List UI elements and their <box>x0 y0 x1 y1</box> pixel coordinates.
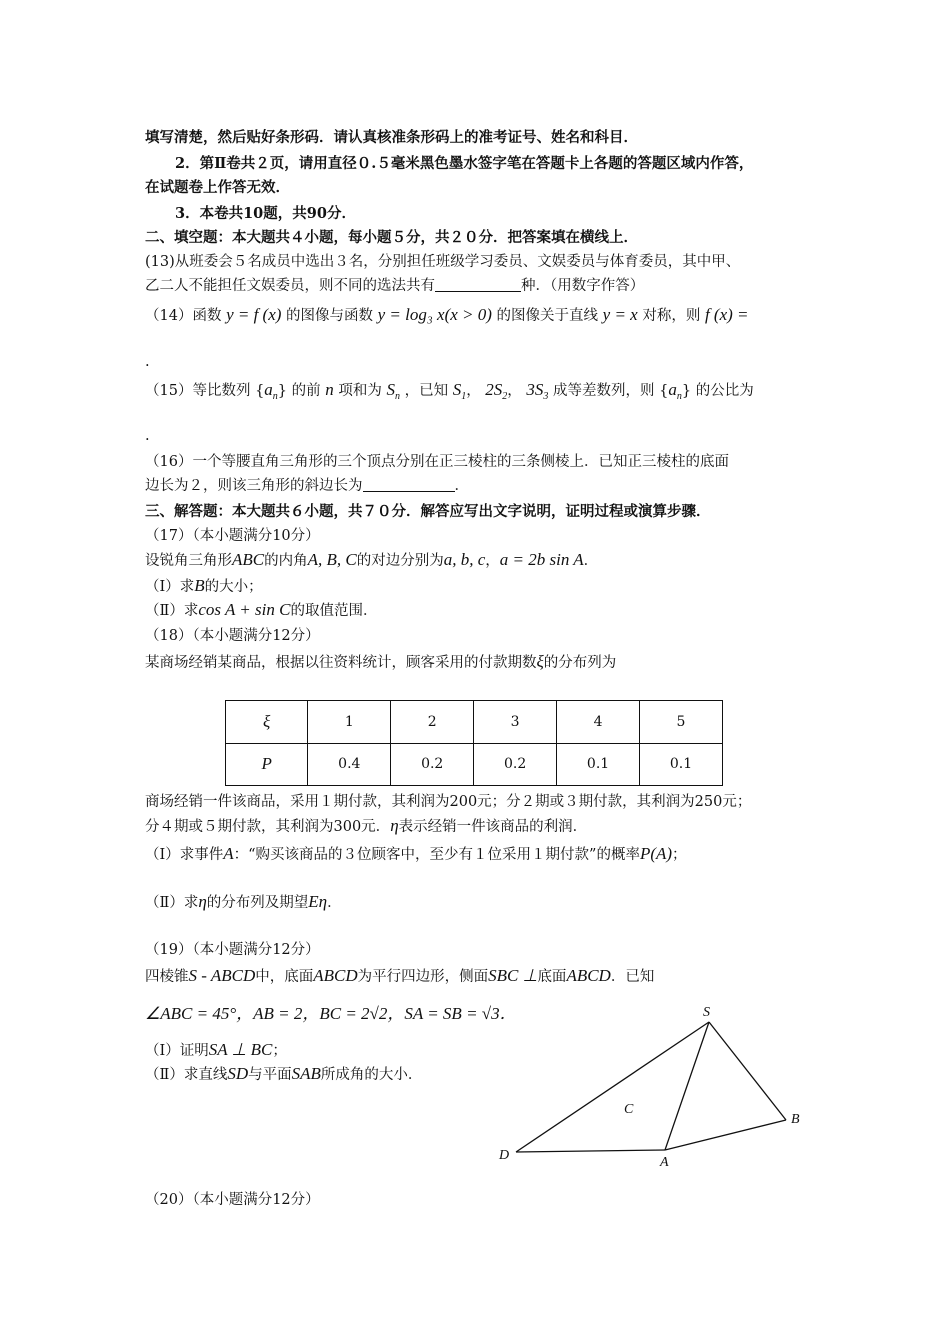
q15-mid-4: 成等差数列，则 <box>553 383 655 399</box>
q15-line: （15）等比数列 $\{a_n\}$ 的前 n 项和为 $S_n$ ，已知 $S_1$， $2S_2$， $3S_3$ 成等差数列，则 $\{a_n\}$ 的公比为 <box>145 380 754 402</box>
q13-text-b: 种．（用数字作答） <box>521 278 645 294</box>
q19-part-1: （Ⅰ）证明SA ⊥ BC； <box>145 1040 287 1059</box>
q15-Sn: S <box>386 380 395 399</box>
q15-tail: 的公比为 <box>695 383 754 399</box>
q15-tail-2: . <box>145 428 150 444</box>
q20-title: （20）（本小题满分12分） <box>145 1192 320 1208</box>
table-cell: P <box>226 743 308 786</box>
edge-DA <box>516 1150 665 1152</box>
vertex-label-C: C <box>624 1102 634 1117</box>
q18-stem: 某商场经销某商品，根据以往资料统计，顾客采用的付款期数ξ的分布列为 <box>145 652 617 671</box>
note-line-3: 3．本卷共10题，共90分． <box>175 205 356 222</box>
q14-mid: 的图像与函数 <box>286 308 374 324</box>
note-line-2b: 在试题卷上作答无效． <box>145 179 290 196</box>
q17-part-2: （Ⅱ）求cos A + sin C的取值范围． <box>145 600 378 619</box>
table-cell: 1 <box>308 701 391 744</box>
q17-stem: 设锐角三角形ABC的内角A, B, C的对边分别为a, b, c，a = 2b sin A． <box>145 550 599 569</box>
table-cell: ξ <box>226 701 308 744</box>
q18-line-a: 商场经销一件该商品，采用１期付款，其利润为200元；分２期或３期付款，其利润为250元； <box>145 794 752 810</box>
q19-line-2: ∠ABC = 45°，AB = 2，BC = 2√2，SA = SB = √3． <box>145 1004 517 1023</box>
edge-AB <box>665 1120 786 1150</box>
q15-mid-3: ，已知 <box>404 383 449 399</box>
q14-formula-3: y = x <box>602 305 638 324</box>
q19-part-2: （Ⅱ）求直线SD与平面SAB所成角的大小． <box>145 1064 423 1083</box>
q13-line-1: (13)从班委会５名成员中选出３名，分别担任班级学习委员、文娱委员与体育委员，其中甲、 <box>145 254 741 270</box>
vertex-label-S: S <box>703 1005 710 1020</box>
q17-part-1: （Ⅰ）求B的大小； <box>145 576 263 595</box>
q15-n: n <box>325 380 334 399</box>
table-cell: 4 <box>557 701 640 744</box>
q16-line-2: 边长为２，则该三角形的斜边长为 ． <box>145 478 469 494</box>
q15-S1: S <box>452 380 462 399</box>
q19-title: （19）（本小题满分12分） <box>145 942 320 958</box>
q14-prefix: （14）函数 <box>145 308 222 324</box>
q16-line-1: （16）一个等腰直角三角形的三个顶点分别在正三棱柱的三条侧棱上．已知正三棱柱的底面 <box>145 454 729 470</box>
q14-tail: . <box>145 354 150 370</box>
table-cell: 2 <box>391 701 474 744</box>
q18-part-2: （Ⅱ）求η的分布列及期望Eη． <box>145 892 342 911</box>
q15-seq-2: $\{a_n\}$ <box>659 380 692 402</box>
edge-SB <box>709 1022 786 1120</box>
vertex-label-A: A <box>660 1155 669 1170</box>
q14-formula-4: f (x) = <box>704 305 749 324</box>
vertex-label-B: B <box>791 1112 800 1127</box>
q14-mid-2: 的图像关于直线 <box>496 308 599 324</box>
q18-title: （18）（本小题满分12分） <box>145 628 320 644</box>
vertex-label-D: D <box>499 1148 510 1163</box>
q19-line-1: 四棱锥S - ABCD中，底面ABCD为平行四边形，侧面SBC ⊥底面ABCD．已知 <box>145 966 655 985</box>
table-cell: 0.2 <box>474 743 557 786</box>
table-cell: 0.4 <box>308 743 391 786</box>
edge-SD <box>516 1022 709 1152</box>
q18-part-1: （Ⅰ）求事件A：“购买该商品的３位顾客中，至少有１位采用１期付款”的概率P(A)； <box>145 844 687 863</box>
table-cell: 0.1 <box>640 743 723 786</box>
q14-mid-3: 对称，则 <box>642 308 701 324</box>
note-line-2a: 2．第Ⅱ卷共２页，请用直径０.５毫米黑色墨水签字笔在答题卡上各题的答题区域内作答， <box>175 155 754 172</box>
table-cell: 0.2 <box>391 743 474 786</box>
q14-formula-1: y = f (x) <box>226 305 282 324</box>
note-line-1: 填写清楚，然后贴好条形码．请认真核准条形码上的准考证号、姓名和科目． <box>145 129 638 146</box>
table-cell: 3 <box>474 701 557 744</box>
section-3-heading: 三、解答题：本大题共６小题，共７０分．解答应写出文字说明，证明过程或演算步骤． <box>145 503 711 520</box>
q13-text-a: 乙二人不能担任文娱委员，则不同的选法共有 <box>145 278 435 294</box>
edge-SA <box>665 1022 709 1150</box>
q15-prefix: （15）等比数列 <box>145 383 251 399</box>
section-2-heading: 二、填空题：本大题共４小题，每小题５分，共２０分．把答案填在横线上． <box>145 229 638 246</box>
q15-3S3: 3S <box>526 380 544 399</box>
q15-seq: $\{a_n\}$ <box>255 380 288 402</box>
q15-2S2: 2S <box>485 380 503 399</box>
q15-mid: 的前 <box>291 383 321 399</box>
q15-mid-2: 项和为 <box>338 383 382 399</box>
table-cell: 0.1 <box>557 743 640 786</box>
table-cell: 5 <box>640 701 723 744</box>
q14-formula-2: y = log₃ x(x > 0) <box>377 305 492 324</box>
q18-line-b: 分４期或５期付款，其利润为300元．η表示经销一件该商品的利润． <box>145 816 588 835</box>
q17-title: （17）（本小题满分10分） <box>145 528 320 544</box>
